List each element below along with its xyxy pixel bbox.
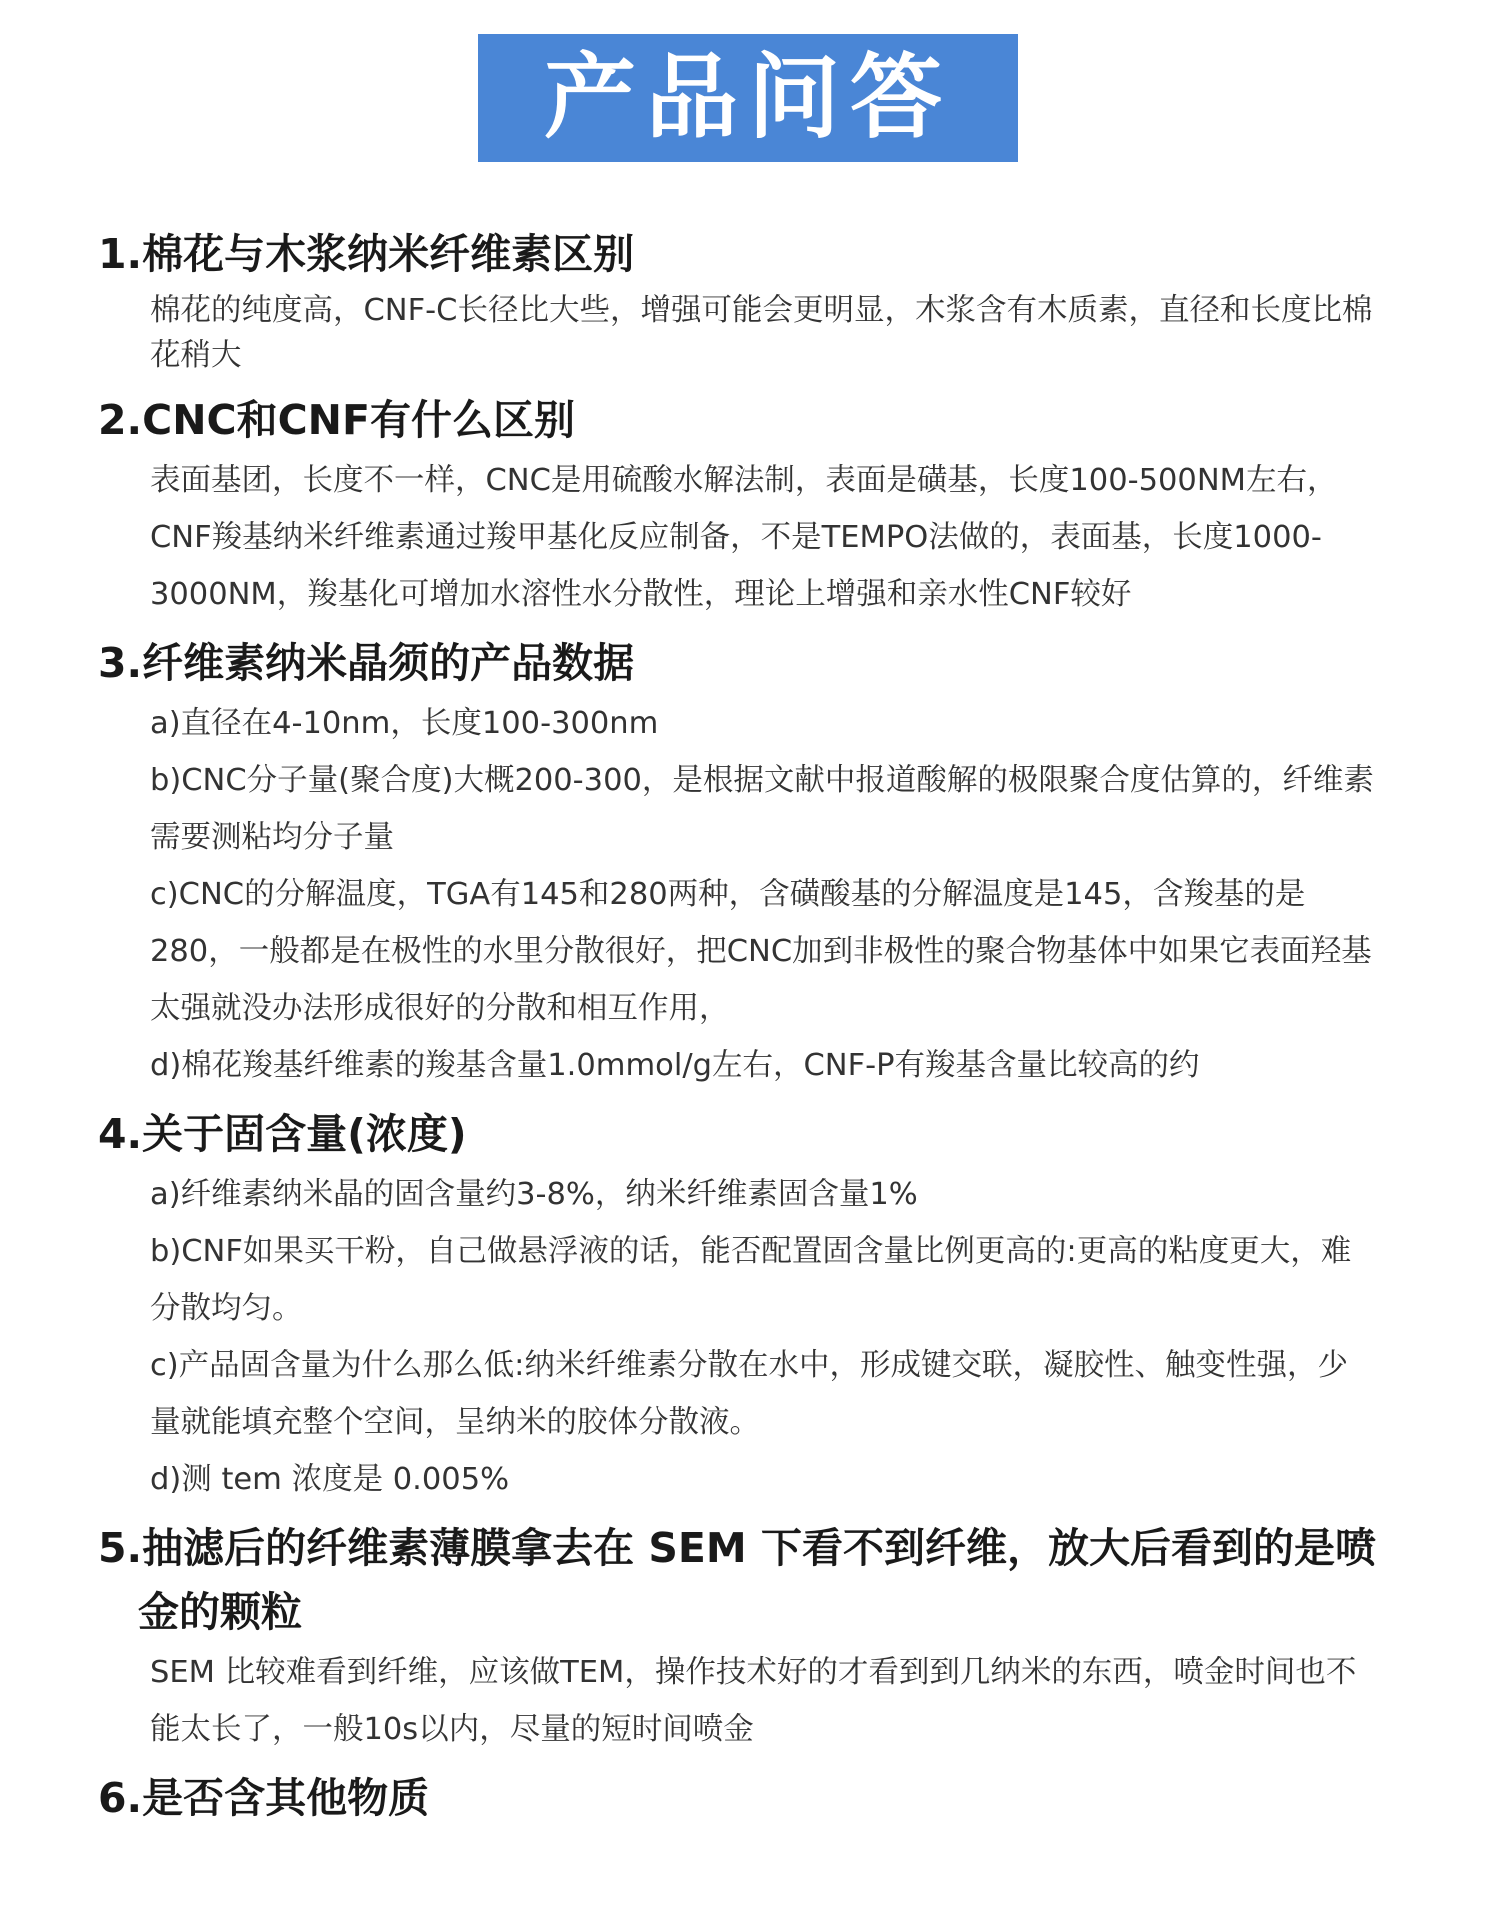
faq-answer: b)CNF如果买干粉，自己做悬浮液的话，能否配置固含量比例更高的:更高的粘度更大，难分散均匀。 <box>150 1234 1352 1326</box>
faq-section-6 <box>98 1766 1378 1830</box>
faq-section-2 <box>98 388 1378 623</box>
faq-question: 2.CNC和CNF有什么区别 <box>98 396 576 444</box>
faq-question: 4.关于固含量(浓度) <box>98 1110 467 1158</box>
page-title: 产品问答 <box>543 44 952 151</box>
page-title-banner <box>478 34 1018 162</box>
faq-answers <box>98 452 1378 623</box>
faq-section-5 <box>98 1516 1378 1758</box>
faq-answers <box>98 1644 1378 1758</box>
faq-answer: b)CNC分子量(聚合度)大概200-300，是根据文献中报道酸解的极限聚合度估算的，纤维素需要测粘均分子量 <box>150 763 1374 855</box>
faq-section-3 <box>98 631 1378 1094</box>
faq-answers <box>98 695 1378 1094</box>
faq-question: 6.是否含其他物质 <box>98 1774 430 1822</box>
faq-answer: d)测 tem 浓度是 0.005% <box>150 1462 510 1497</box>
faq-answer: c)产品固含量为什么那么低:纳米纤维素分散在水中，形成键交联，凝胶性、触变性强，少量就能填充整个空间，呈纳米的胶体分散液。 <box>150 1348 1348 1440</box>
faq-answer: 表面基团，长度不一样，CNC是用硫酸水解法制，表面是磺基，长度100-500NM左右，CNF羧基纳米纤维素通过羧甲基化反应制备，不是TEMPO法做的，表面基，长度1000-3000NM，羧基化可增加水溶性水分散性，理论上增强和亲水性CNF较好 <box>150 463 1338 612</box>
faq-answers <box>98 1166 1378 1508</box>
faq-answer: 棉花的纯度高，CNF-C长径比大些，增强可能会更明显，木浆含有木质素，直径和长度比棉花稍大 <box>150 293 1373 373</box>
faq-answer: a)直径在4-10nm，长度100-300nm <box>150 706 659 741</box>
faq-answer: SEM 比较难看到纤维，应该做TEM，操作技术好的才看到到几纳米的东西，喷金时间也不能太长了，一般10s以内，尽量的短时间喷金 <box>150 1655 1357 1747</box>
faq-question: 1.棉花与木浆纳米纤维素区别 <box>98 230 635 278</box>
faq-list <box>98 222 1378 1830</box>
faq-question: 5.抽滤后的纤维素薄膜拿去在 SEM 下看不到纤维，放大后看到的是喷金的颗粒 <box>98 1524 1376 1636</box>
faq-section-1 <box>98 222 1378 380</box>
faq-question: 3.纤维素纳米晶须的产品数据 <box>98 639 635 687</box>
faq-section-4 <box>98 1102 1378 1508</box>
faq-answer: d)棉花羧基纤维素的羧基含量1.0mmol/g左右，CNF-P有羧基含量比较高的约 <box>150 1048 1200 1083</box>
faq-answer: a)纤维素纳米晶的固含量约3-8%，纳米纤维素固含量1% <box>150 1177 918 1212</box>
faq-answers <box>98 286 1378 380</box>
faq-answer: c)CNC的分解温度，TGA有145和280两种，含磺酸基的分解温度是145，含羧基的是280，一般都是在极性的水里分散很好，把CNC加到非极性的聚合物基体中如果它表面羟基太强就没办法形成很好的分散和相互作用， <box>150 877 1372 1026</box>
